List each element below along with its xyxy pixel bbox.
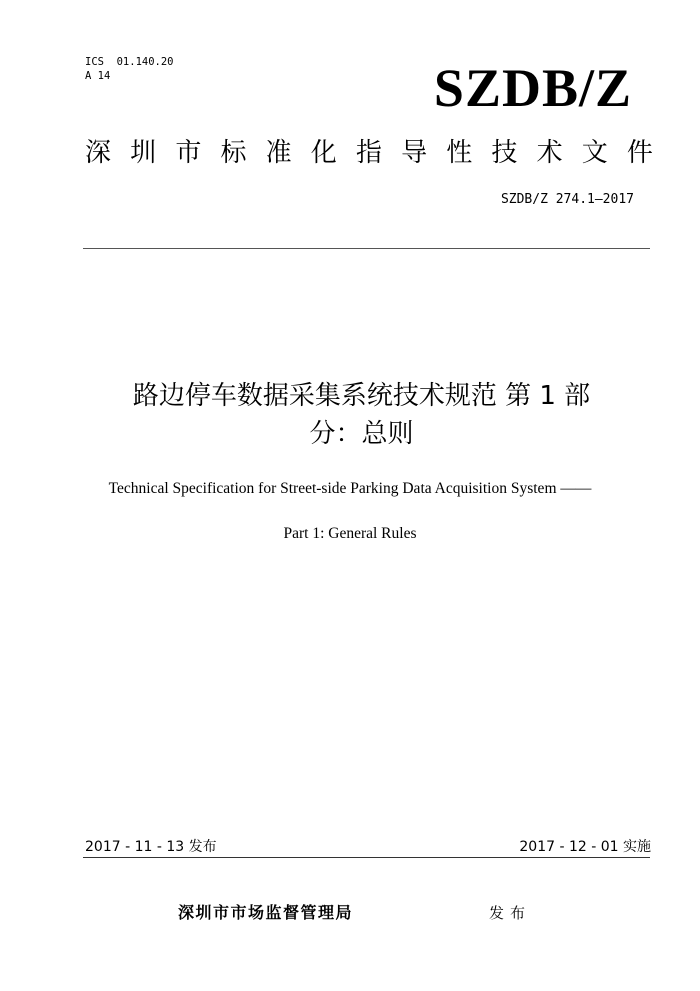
- doc-type-char: 化: [310, 138, 337, 168]
- ics-code: ICS 01.140.20: [85, 56, 174, 68]
- doc-type-char: 技: [491, 138, 518, 168]
- english-subtitle: Part 1: General Rules: [283, 525, 417, 542]
- issue-date: 2017 - 11 - 13 发布: [85, 839, 217, 855]
- issuing-authority: 深圳市市场监督管理局: [178, 903, 354, 922]
- chinese-title-line-1: 路边停车数据采集系统技术规范 第 1 部: [132, 381, 591, 411]
- doc-type-char: 准: [265, 138, 292, 168]
- doc-type-char: 标: [220, 138, 247, 168]
- doc-type-char: 件: [626, 138, 653, 168]
- header-divider: [83, 248, 650, 249]
- footer-divider: [83, 857, 650, 858]
- implementation-date: 2017 - 12 - 01 实施: [519, 839, 651, 855]
- doc-type-char: 指: [355, 138, 382, 168]
- classification-codes: [85, 55, 174, 83]
- document-number: SZDB/Z 274.1—2017: [500, 192, 634, 207]
- chinese-title-line-2: 分：总则: [309, 419, 414, 449]
- doc-type-char: 圳: [130, 138, 157, 168]
- doc-type-char: 文: [581, 138, 608, 168]
- doc-type-char: 术: [536, 138, 563, 168]
- doc-type-char: 性: [446, 138, 473, 168]
- chinese-title: [85, 377, 638, 453]
- ccs-code: A 14: [85, 70, 111, 82]
- document-type-title: [85, 136, 653, 170]
- standard-brand-mark: SZDB/Z: [433, 58, 632, 118]
- doc-type-char: 市: [175, 138, 202, 168]
- issue-label: 发布: [489, 904, 532, 922]
- english-title: Technical Specification for Street-side Parking Data Acquisition System ——: [108, 480, 592, 497]
- doc-type-char: 导: [401, 138, 428, 168]
- doc-type-char: 深: [85, 138, 112, 168]
